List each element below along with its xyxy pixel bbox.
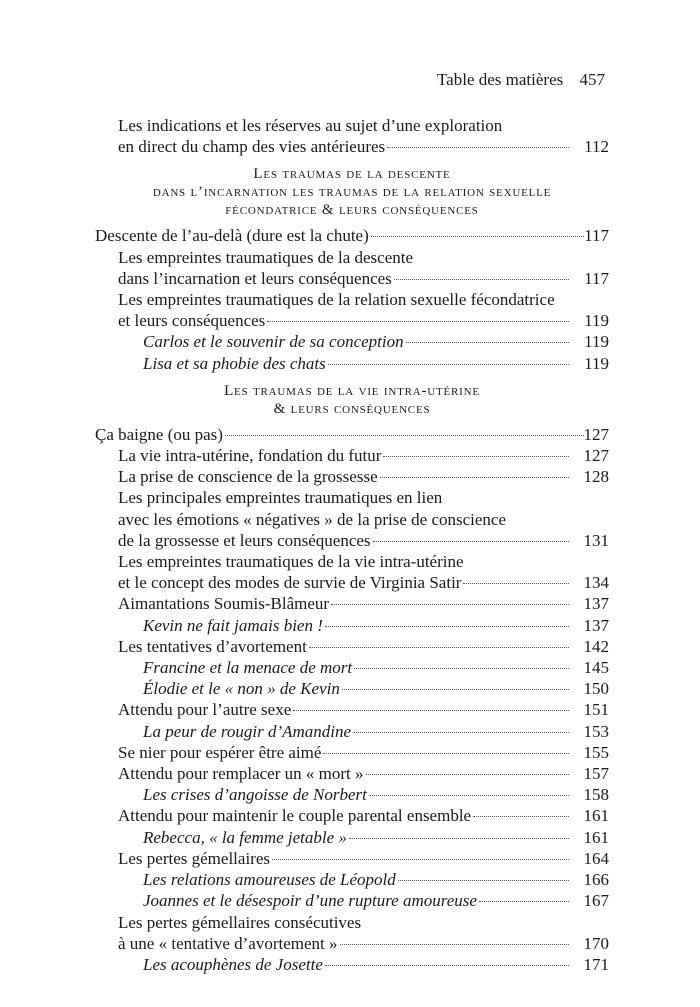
toc-entry-title-line: La vie intra-utérine, fondation du futur	[118, 446, 382, 466]
toc-entry	[95, 424, 609, 445]
toc-entry	[143, 890, 609, 911]
toc-entry	[118, 699, 609, 720]
dot-leader	[406, 342, 569, 343]
toc-entry-row	[143, 331, 609, 352]
toc-entry-title-line: Lisa et sa phobie des chats	[143, 353, 326, 373]
toc-entry-page: 170	[583, 933, 609, 953]
toc-entry-row	[118, 593, 609, 614]
section-heading-line: Les traumas de la vie intra-utérine	[224, 382, 480, 399]
toc-entry-row	[118, 805, 609, 826]
toc-entry-row	[118, 742, 609, 763]
toc-entry-page: 150	[583, 679, 609, 699]
toc-entry-row	[118, 699, 609, 720]
dot-leader	[309, 647, 569, 648]
toc-entry	[143, 353, 609, 374]
table-of-contents	[95, 115, 609, 975]
toc-entry-page: 127	[583, 424, 609, 444]
toc-entry-row	[118, 268, 609, 289]
toc-entry	[143, 784, 609, 805]
toc-entry	[118, 445, 609, 466]
toc-entry	[118, 593, 609, 614]
toc-entry-title-line: Rebecca, « la femme jetable »	[143, 827, 347, 847]
toc-entry-title-line: Les acouphènes de Josette	[143, 954, 323, 974]
toc-entry-row	[143, 784, 609, 805]
toc-entry-page: 119	[584, 311, 609, 331]
dot-leader	[325, 626, 569, 627]
toc-entry-page: 137	[583, 615, 609, 635]
toc-entry	[118, 805, 609, 826]
toc-entry-row	[143, 678, 609, 699]
toc-entry-page: 171	[583, 954, 609, 974]
dot-leader	[387, 147, 569, 148]
toc-entry-title-line: Les indications et les réserves au sujet d’une exploration	[118, 116, 503, 135]
toc-entry-row	[118, 445, 609, 466]
dot-leader	[398, 880, 569, 881]
toc-entry-row	[143, 615, 609, 636]
toc-entry-page: 166	[583, 870, 609, 890]
toc-entry-title-line: Attendu pour maintenir le couple parental ensemble	[118, 806, 472, 826]
toc-entry-title-line: Les pertes gémellaires consécutives	[118, 912, 362, 932]
toc-entry-page: 134	[583, 573, 609, 593]
dot-leader	[349, 838, 569, 839]
section-heading-line: & leurs conséquences	[273, 400, 431, 417]
section-heading	[95, 382, 609, 418]
dot-leader	[340, 944, 570, 945]
toc-entry	[95, 225, 609, 246]
toc-entry-page: 157	[583, 764, 609, 784]
toc-entry-page: 145	[583, 658, 609, 678]
toc-entry-row	[118, 572, 609, 593]
toc-entry-page: 142	[583, 636, 609, 656]
dot-leader	[328, 364, 569, 365]
toc-entry-row	[143, 353, 609, 374]
toc-entry-title-line: Les tentatives d’avortement	[118, 636, 307, 656]
dot-leader	[394, 279, 569, 280]
toc-entry-title-line: Les pertes gémellaires	[118, 848, 270, 868]
toc-entry-title-line: Les empreintes traumatiques de la relation sexuelle fécondatrice	[118, 290, 555, 310]
section-heading-line: fécondatrice & leurs conséquences	[225, 202, 479, 219]
toc-entry-title-line: Kevin ne fait jamais bien !	[143, 615, 323, 635]
toc-entry	[143, 869, 609, 890]
toc-entry-title-line: Francine et la menace de mort	[143, 658, 353, 678]
toc-entry	[118, 247, 609, 289]
toc-entry-title-line: Attendu pour remplacer un « mort »	[118, 764, 364, 784]
dot-leader	[323, 753, 569, 754]
dot-leader	[383, 456, 569, 457]
toc-entry-row	[95, 225, 609, 246]
dot-leader	[342, 689, 569, 690]
toc-entry	[118, 912, 609, 954]
toc-entry	[143, 721, 609, 742]
toc-entry-row	[118, 310, 609, 331]
toc-entry-title-line: de la grossesse et leurs conséquences	[118, 530, 371, 550]
toc-entry-row	[118, 466, 609, 487]
dot-leader	[479, 901, 569, 902]
toc-entry-page: 131	[583, 530, 609, 550]
toc-entry-title-line: en direct du champ des vies antérieures	[118, 137, 386, 157]
dot-leader	[463, 583, 569, 584]
toc-entry-title-line: Les empreintes traumatiques de la vie intra-utérine	[118, 552, 464, 572]
dot-leader	[272, 859, 569, 860]
toc-entry-page: 167	[583, 891, 609, 911]
toc-entry-row	[118, 636, 609, 657]
toc-entry-title-line: Élodie et le « non » de Kevin	[143, 679, 340, 699]
section-heading-line: Les traumas de la descente	[253, 166, 451, 183]
toc-entry-title-line: Carlos et le souvenir de sa conception	[143, 332, 404, 352]
toc-entry-page: 161	[583, 827, 609, 847]
toc-entry-title-line: Aimantations Soumis-Blâmeur	[118, 594, 330, 614]
toc-entry-title-line: Joannes et le désespoir d’une rupture amoureuse	[143, 891, 477, 911]
dot-leader	[267, 321, 569, 322]
toc-entry-row	[143, 954, 609, 975]
running-header-title: Table des matières	[436, 70, 564, 89]
dot-leader	[473, 816, 569, 817]
toc-entry	[143, 678, 609, 699]
section-heading-line: dans l’incarnation les traumas de la relation sexuelle	[152, 184, 552, 201]
toc-entry-page: 128	[583, 467, 609, 487]
toc-entry-page: 119	[584, 353, 609, 373]
toc-entry-row	[118, 530, 609, 551]
toc-entry-row	[118, 933, 609, 954]
toc-entry-title-line: Descente de l’au-delà (dure est la chute)	[95, 226, 369, 246]
dot-leader	[380, 477, 569, 478]
dot-leader	[225, 435, 584, 436]
toc-entry-page: 161	[583, 806, 609, 826]
dot-leader	[331, 604, 569, 605]
toc-entry-row	[143, 721, 609, 742]
toc-entry-row	[95, 424, 609, 445]
toc-entry	[118, 551, 609, 593]
toc-entry-title-line: et le concept des modes de survie de Virginia Satir	[118, 573, 462, 593]
toc-entry-row	[143, 890, 609, 911]
toc-entry-title-line: La peur de rougir d’Amandine	[143, 721, 352, 741]
toc-entry-title-line: Les principales empreintes traumatiques en lien	[118, 488, 443, 508]
dot-leader	[354, 668, 569, 669]
toc-entry-page: 117	[584, 226, 609, 246]
toc-entry	[118, 636, 609, 657]
toc-entry-page: 164	[583, 848, 609, 868]
toc-entry-page: 119	[584, 332, 609, 352]
toc-entry-page: 117	[584, 268, 609, 288]
toc-entry	[118, 487, 609, 551]
toc-entry	[143, 657, 609, 678]
toc-entry	[118, 848, 609, 869]
toc-entry-title-line: Attendu pour l’autre sexe	[118, 700, 292, 720]
toc-entry	[118, 763, 609, 784]
toc-entry-title-line: Les empreintes traumatiques de la descente	[118, 247, 414, 267]
toc-entry-row	[118, 136, 609, 157]
section-heading	[95, 165, 609, 219]
toc-entry-row	[143, 827, 609, 848]
toc-entry	[118, 115, 609, 157]
toc-entry-title-line: Les relations amoureuses de Léopold	[143, 870, 396, 890]
toc-entry	[118, 289, 609, 331]
toc-entry	[143, 827, 609, 848]
toc-entry-title-line: Ça baigne (ou pas)	[95, 424, 223, 444]
dot-leader	[293, 710, 569, 711]
toc-entry-row	[118, 848, 609, 869]
toc-entry-row	[118, 763, 609, 784]
toc-entry	[143, 331, 609, 352]
toc-entry	[118, 742, 609, 763]
dot-leader	[369, 795, 569, 796]
dot-leader	[353, 732, 569, 733]
toc-entry-title-line: et leurs conséquences	[118, 311, 266, 331]
toc-entry-page: 155	[583, 742, 609, 762]
dot-leader	[325, 965, 569, 966]
dot-leader	[366, 774, 570, 775]
toc-entry-page: 153	[583, 721, 609, 741]
toc-entry-title-line: à une « tentative d’avortement »	[118, 933, 338, 953]
dot-leader	[371, 236, 584, 237]
toc-entry	[143, 954, 609, 975]
page-number: 457	[579, 70, 605, 89]
toc-entry-page: 158	[583, 785, 609, 805]
toc-entry-page: 112	[584, 137, 609, 157]
toc-entry-row	[143, 657, 609, 678]
toc-entry-title-line: avec les émotions « négatives » de la prise de conscience	[118, 509, 507, 529]
toc-entry	[118, 466, 609, 487]
toc-entry-title-line: dans l’incarnation et leurs conséquences	[118, 268, 392, 288]
dot-leader	[373, 541, 569, 542]
toc-entry-title-line: Se nier pour espérer être aimé	[118, 742, 322, 762]
running-header	[437, 70, 605, 90]
toc-entry-title-line: La prise de conscience de la grossesse	[118, 467, 378, 487]
toc-entry-page: 151	[583, 700, 609, 720]
toc-entry-page: 137	[583, 594, 609, 614]
toc-entry-title-line: Les crises d’angoisse de Norbert	[143, 785, 367, 805]
toc-entry-page: 127	[583, 446, 609, 466]
toc-entry-row	[143, 869, 609, 890]
toc-entry	[143, 615, 609, 636]
